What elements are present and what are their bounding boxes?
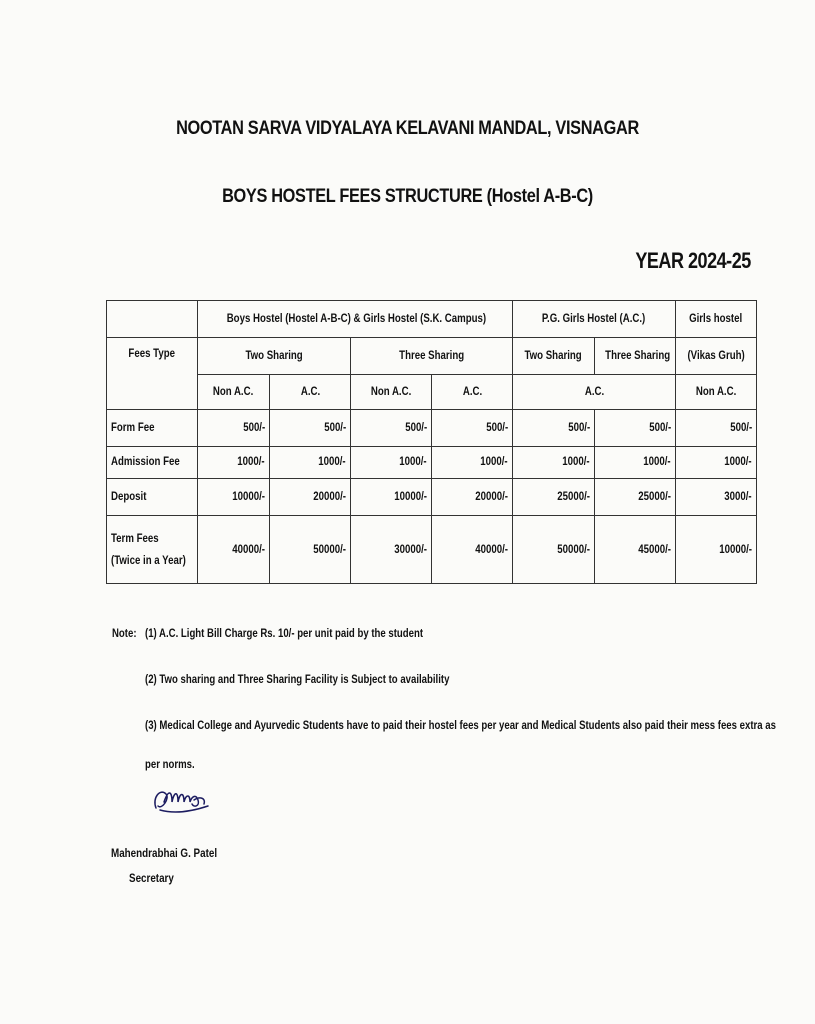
table-header-row-ac [107, 374, 757, 409]
table-cell: 30000/- [351, 516, 432, 584]
header-non-ac-three: Non A.C. [351, 374, 432, 409]
table-cell: 500/- [595, 409, 676, 446]
table-cell: 1000/- [432, 446, 513, 479]
table-cell: 1000/- [198, 446, 270, 479]
table-cell: 500/- [270, 409, 351, 446]
table-header-row-groups [107, 301, 757, 338]
header-pg-three-sharing: Three Sharing [595, 337, 676, 374]
table-cell: 25000/- [513, 479, 595, 516]
note-item-2: (2) Two sharing and Three Sharing Facility is Subject to availability [145, 672, 450, 686]
table-cell: 50000/- [270, 516, 351, 584]
note-item-3: (3) Medical College and Ayurvedic Students have to paid their hostel fees per year and Medical Students also paid their mess fees extra as [145, 718, 776, 732]
row-label-form-fee: Form Fee [107, 409, 198, 446]
academic-year: YEAR 2024-25 [635, 248, 751, 273]
signature [150, 780, 214, 825]
table-row [107, 409, 757, 446]
header-blank-cell [107, 301, 198, 338]
table-cell: 50000/- [513, 516, 595, 584]
header-vikas-gruh: (Vikas Gruh) [676, 337, 757, 374]
header-pg-ac: A.C. [513, 374, 676, 409]
table-row [107, 446, 757, 479]
fees-table [106, 300, 757, 584]
signatory-role: Secretary [129, 871, 174, 885]
row-label-term-fees: Term Fees (Twice in a Year) [107, 516, 198, 584]
table-cell: 20000/- [270, 479, 351, 516]
notes-prefix: Note: [112, 626, 137, 640]
header-ac-two: A.C. [270, 374, 351, 409]
table-row [107, 516, 757, 584]
table-cell: 500/- [351, 409, 432, 446]
header-non-ac-two: Non A.C. [198, 374, 270, 409]
table-cell: 10000/- [351, 479, 432, 516]
table-cell: 3000/- [676, 479, 757, 516]
table-cell: 1000/- [270, 446, 351, 479]
header-pg-girls-hostel: P.G. Girls Hostel (A.C.) [513, 301, 676, 338]
signature-image [150, 780, 214, 820]
table-cell: 1000/- [595, 446, 676, 479]
note-item-1: (1) A.C. Light Bill Charge Rs. 10/- per unit paid by the student [145, 626, 424, 640]
header-three-sharing: Three Sharing [351, 337, 513, 374]
row-label-deposit: Deposit [107, 479, 198, 516]
table-cell: 40000/- [432, 516, 513, 584]
table-cell: 500/- [432, 409, 513, 446]
table-cell: 10000/- [198, 479, 270, 516]
header-fees-type: Fees Type [107, 337, 198, 409]
header-boys-girls-hostel: Boys Hostel (Hostel A-B-C) & Girls Hostel (S.K. Campus) [198, 301, 513, 338]
table-cell: 1000/- [513, 446, 595, 479]
document-title: BOYS HOSTEL FEES STRUCTURE (Hostel A-B-C) [222, 186, 593, 207]
table-cell: 45000/- [595, 516, 676, 584]
table-cell: 500/- [513, 409, 595, 446]
header-two-sharing: Two Sharing [198, 337, 351, 374]
table-cell: 40000/- [198, 516, 270, 584]
table-row [107, 479, 757, 516]
organization-title: NOOTAN SARVA VIDYALAYA KELAVANI MANDAL, VISNAGAR [176, 118, 639, 139]
row-label-admission-fee: Admission Fee [107, 446, 198, 479]
table-cell: 20000/- [432, 479, 513, 516]
signatory-name: Mahendrabhai G. Patel [111, 846, 218, 860]
header-pg-two-sharing: Two Sharing [513, 337, 595, 374]
table-cell: 1000/- [676, 446, 757, 479]
table-cell: 500/- [198, 409, 270, 446]
table-header-row-sharing [107, 337, 757, 374]
table-cell: 25000/- [595, 479, 676, 516]
table-cell: 1000/- [351, 446, 432, 479]
header-girls-hostel: Girls hostel [676, 301, 757, 338]
header-ac-three: A.C. [432, 374, 513, 409]
table-cell: 10000/- [676, 516, 757, 584]
table-cell: 500/- [676, 409, 757, 446]
header-vikas-non-ac: Non A.C. [676, 374, 757, 409]
note-item-3-continuation: per norms. [145, 757, 195, 771]
